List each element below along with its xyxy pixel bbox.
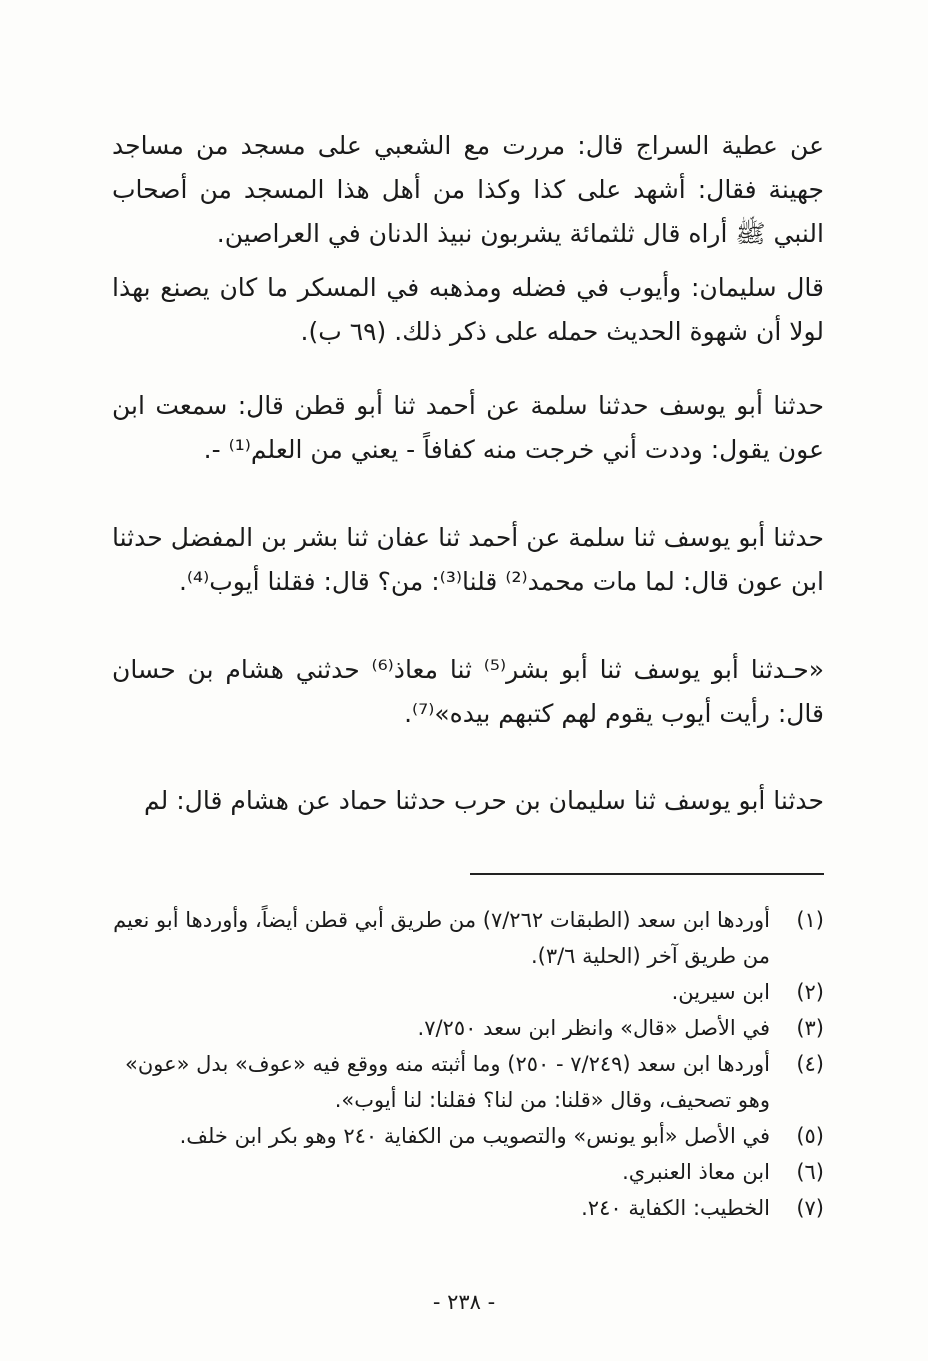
footnote-text: الخطيب: الكفاية ٢٤٠. xyxy=(581,1196,770,1220)
paragraph-2: قال سليمان: وأيوب في فضله ومذهبه في المسكر ما كان يصنع بهذا لولا أن شهوة الحديث حمله على ذكر ذلك. (٦٩ ب). xyxy=(112,273,824,346)
footnote-text: في الأصل «قال» وانظر ابن سعد ٧/٢٥٠. xyxy=(417,1016,770,1040)
paragraph-5: «حـدثنا أبو يوسف ثنا أبو بشر⁽⁵⁾ ثنا معاذ⁽⁶⁾ حدثني هشام بن حسان قال: رأيت أيوب يقوم لهم كتبهم بيده»⁽⁷⁾. xyxy=(112,655,825,728)
footnote-number: (٦) xyxy=(796,1160,824,1184)
footnote-5 xyxy=(112,1118,824,1154)
footnote-text: ابن سيرين. xyxy=(671,980,770,1004)
footnote-number: (٢) xyxy=(796,980,824,1004)
footnote-number: (٣) xyxy=(796,1016,824,1040)
footnote-number: (٤) xyxy=(796,1052,824,1076)
footnotes xyxy=(112,902,824,1226)
footnote-separator xyxy=(470,873,824,875)
paragraph-4: حدثنا أبو يوسف ثنا سلمة عن أحمد ثنا عفان ثنا بشر بن المفضل حدثنا ابن عون قال: لما مات محمد⁽²⁾ قلنا⁽³⁾: من؟ قال: فقلنا أيوب⁽⁴⁾. xyxy=(112,523,824,596)
footnote-number: (٧) xyxy=(796,1196,824,1220)
footnote-text: في الأصل «أبو يونس» والتصويب من الكفاية ٢٤٠ وهو بكر ابن خلف. xyxy=(179,1124,770,1148)
footnote-1 xyxy=(112,902,824,974)
footnote-number: (١) xyxy=(796,908,824,932)
paragraph-6: حدثنا أبو يوسف ثنا سليمان بن حرب حدثنا حماد عن هشام قال: لم xyxy=(144,786,824,815)
footnote-text: ابن معاذ العنبري. xyxy=(622,1160,770,1184)
footnote-text: أوردها ابن سعد (٧/٢٤٩ - ٢٥٠) وما أثبته منه ووقع فيه «عوف» بدل «عون» وهو تصحيف، وقال «قلنا: من لنا؟ فقلنا: لنا أيوب». xyxy=(124,1052,770,1112)
page-number: - ٢٣٨ - xyxy=(432,1290,496,1314)
footnote-3 xyxy=(112,1010,824,1046)
footnote-4 xyxy=(112,1046,824,1118)
footnote-2 xyxy=(112,974,824,1010)
footnote-7 xyxy=(112,1190,824,1226)
paragraph-1: عن عطية السراج قال: مررت مع الشعبي على مسجد من مساجد جهينة فقال: أشهد على كذا وكذا من أهل هذا المسجد من أصحاب النبي ﷺ أراه قال ثلثمائة يشربون نبيذ الدنان في العراصين. xyxy=(112,131,824,248)
footnote-number: (٥) xyxy=(796,1124,824,1148)
paragraph-3: حدثنا أبو يوسف حدثنا سلمة عن أحمد ثنا أبو قطن قال: سمعت ابن عون يقول: وددت أني خرجت منه كفافاً - يعني من العلم⁽¹⁾ -. xyxy=(112,391,824,464)
footnote-6 xyxy=(112,1154,824,1190)
footnote-text: أوردها ابن سعد (الطبقات ٧/٢٦٢) من طريق أبي قطن أيضاً، وأوردها أبو نعيم من طريق آخر (الحلية ٣/٦). xyxy=(113,908,770,968)
